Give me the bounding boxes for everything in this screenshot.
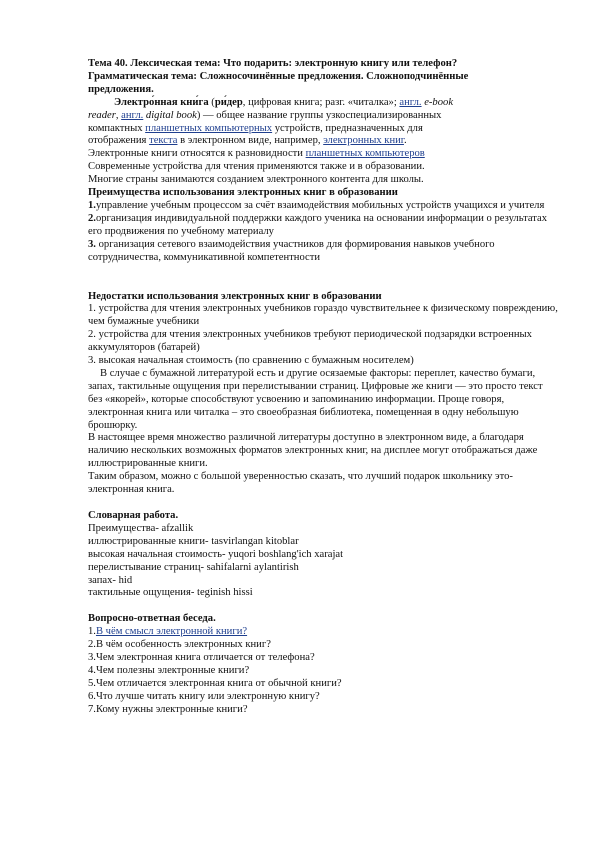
- disadvantage-item: 3. высокая начальная стоимость (по сравнению с бумажным носителем): [88, 355, 414, 367]
- intro-digital-book: digital book: [143, 109, 197, 121]
- paper-books-paragraph: В случае с бумажной литературой есть и другие осязаемые факторы: переплет, качество бумаги, запах, тактильные ощущения при перелистывании страниц. Цифровые же книги — это просто текст без «якорей», которые способствуют усвоению и запоминанию информации. Проще говоря, электронная книга или читалка – это своеобразная библиотека, помещенная в одну небольшую брошюрку.: [88, 367, 543, 431]
- intro-ebook: e-book: [421, 96, 454, 108]
- vocab-item: иллюстрированные книги- tasvirlangan kitoblar: [88, 535, 299, 547]
- intro-text-7: .: [403, 135, 407, 147]
- intro-text-4: устройств, предназначенных для: [272, 122, 423, 134]
- qa-item: 6.Что лучше читать книгу или электронную книгу?: [88, 690, 320, 702]
- qa-item: 4.Чем полезны электронные книги?: [88, 664, 250, 676]
- intro-paren: (: [208, 96, 215, 108]
- formats-paragraph: В настоящее время множество различной литературы доступно в электронном виде, а благодаря наличию нескольких возможных форматов электронных книг, на дисплее могут отображаться даже иллюстрированные книги.: [88, 432, 538, 470]
- link-tablet-computers[interactable]: планшетных компьютеров: [305, 148, 425, 160]
- qa-number: 1.: [88, 626, 96, 638]
- vocab-item: тактильные ощущения- teginish hissi: [88, 587, 253, 599]
- document-page: [88, 58, 558, 717]
- qa-item: 7.Кому нужны электронные книги?: [88, 703, 248, 715]
- advantage-number: 3.: [88, 238, 96, 250]
- advantage-item: [88, 200, 558, 213]
- intro-line-content: Многие страны занимаются созданием электронного контента для школы.: [88, 174, 424, 186]
- link-tablet-devices[interactable]: планшетных компьютерных: [145, 122, 273, 134]
- intro-line-tablets: [88, 148, 558, 161]
- conclusion-paragraph: Таким образом, можно с большой уверенностью сказать, что лучший подарок школьнику это- электронная книга.: [88, 471, 513, 496]
- intro-text-2: ) — общее название группы узкоспециализированных: [196, 109, 442, 121]
- advantage-number: 2.: [88, 212, 96, 224]
- vocab-item: запах- hid: [88, 574, 133, 586]
- spacer: [88, 600, 558, 613]
- qa-item: 5.Чем отличается электронная книга от обычной книги?: [88, 677, 342, 689]
- grammar-title: Грамматическая тема: Сложносочинённые предложения. Сложноподчинённые: [88, 70, 469, 82]
- grammar-title-cont: предложения.: [88, 83, 154, 95]
- qa-link-question[interactable]: В чём смысл электронной книги?: [95, 626, 248, 638]
- spacer: [88, 265, 558, 291]
- intro-text-3: компактных: [88, 122, 146, 134]
- intro-paragraph: [88, 97, 558, 149]
- intro-text-5: отображения: [88, 135, 150, 147]
- spacer: [88, 497, 558, 510]
- intro-line-text: Электронные книги относятся к разновидности: [88, 148, 306, 160]
- link-angl-1[interactable]: англ.: [399, 96, 422, 108]
- vocab-item: Преимущества- afzallik: [88, 522, 194, 534]
- intro-term: Электро́нная кни́га: [114, 96, 209, 108]
- intro-reader: reader: [88, 109, 116, 121]
- disadvantage-item: 1. устройства для чтения электронных учебников гораздо чувствительнее к физическому повреждению, чем бумажные учебники: [88, 303, 558, 328]
- advantage-item: [88, 213, 558, 239]
- advantage-text: организация индивидуальной поддержки каждого ученика на основании информации о результатах его продвижения по учебному материалу: [88, 212, 548, 237]
- link-text[interactable]: текста: [149, 135, 178, 147]
- advantage-item: [88, 239, 558, 265]
- vocab-item: высокая начальная стоимость- yuqori boshlang'ich xarajat: [88, 548, 344, 560]
- link-angl-2[interactable]: англ.: [121, 109, 144, 121]
- link-ebooks[interactable]: электронных книг: [323, 135, 404, 147]
- vocab-item: перелистывание страниц- sahifalarni aylantirish: [88, 561, 299, 573]
- advantage-number: 1.: [88, 199, 96, 211]
- qa-item: 2.В чём особенность электронных книг?: [88, 639, 271, 651]
- intro-comma: ,: [115, 109, 122, 121]
- topic-title: Тема 40. Лексическая тема: Что подарить: электронную книгу или телефон?: [88, 58, 458, 69]
- disadvantage-item: 2. устройства для чтения электронных учебников требуют периодической подзарядки встроенных аккумуляторов (батарей): [88, 329, 532, 354]
- vocab-heading: Словарная работа.: [88, 510, 179, 521]
- disadvantages-heading: Недостатки использования электронных книг в образовании: [88, 290, 382, 302]
- intro-text-6: в электронном виде, например,: [177, 135, 324, 147]
- intro-term-reader: ри́дер: [214, 96, 243, 108]
- advantage-text: организация сетевого взаимодействия участников для формирования навыков учебного сотрудничества, коммуникативной компетентности: [88, 238, 495, 263]
- qa-item: [88, 626, 558, 639]
- advantage-text: управление учебным процессом за счёт взаимодействия мобильных устройств учащихся и учителя: [95, 199, 545, 211]
- qa-heading: Вопросно-ответная беседа.: [88, 613, 216, 625]
- qa-item: 3.Чем электронная книга отличается от телефона?: [88, 652, 315, 664]
- intro-text-1: , цифровая книга; разг. «читалка»;: [242, 96, 400, 108]
- intro-line-education: Современные устройства для чтения применяются также и в образовании.: [88, 161, 425, 173]
- advantages-heading: Преимущества использования электронных книг в образовании: [88, 187, 398, 199]
